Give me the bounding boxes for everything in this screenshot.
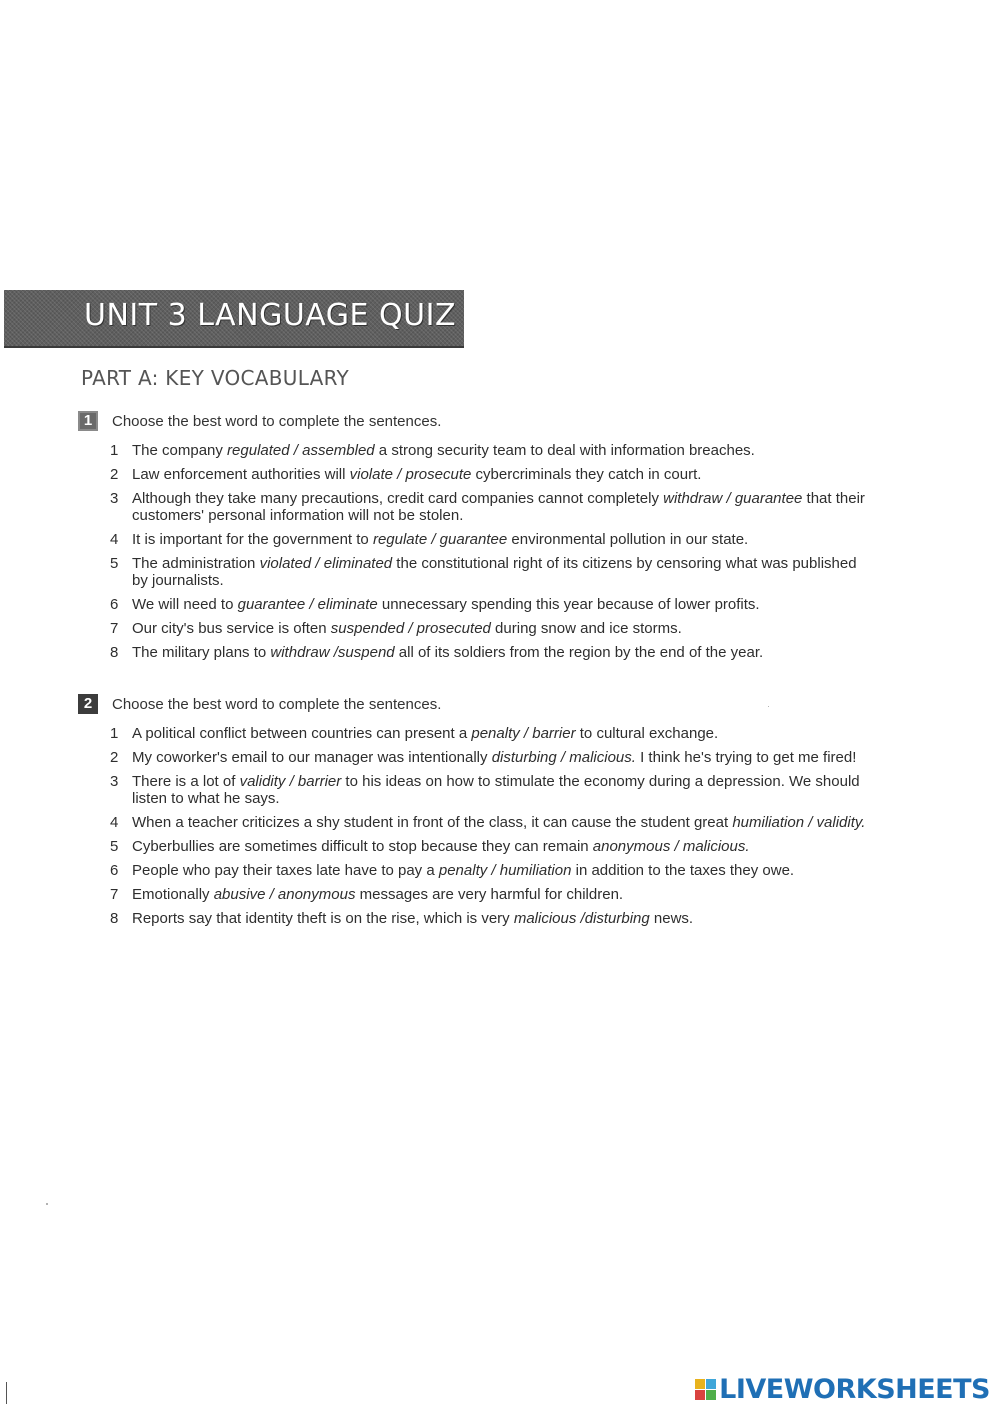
text-after: to cultural exchange.	[575, 725, 719, 742]
exercise-instruction: Choose the best word to complete the sentences.	[112, 695, 442, 713]
item-number: 6	[110, 862, 119, 879]
watermark-text: LIVEWORKSHEETS	[719, 1373, 990, 1405]
word-choice[interactable]: guarantee / eliminate	[237, 596, 378, 613]
item-number: 3	[110, 773, 119, 790]
sentence-item	[78, 814, 898, 831]
exercise-number-badge: 2	[78, 694, 98, 714]
word-choice[interactable]: withdraw / guarantee	[663, 490, 803, 507]
text-after: all of its soldiers from the region by the end of the year.	[394, 644, 764, 661]
logo-square	[695, 1379, 705, 1389]
sentence-item	[78, 490, 898, 524]
item-number: 1	[110, 442, 119, 459]
word-choice[interactable]: penalty / humiliation	[438, 862, 572, 879]
text-before: When a teacher criticizes a shy student in front of the class, it can cause the student great	[132, 814, 733, 831]
word-choice[interactable]: withdraw /suspend	[270, 644, 395, 661]
text-before: A political conflict between countries can present a	[132, 725, 472, 742]
text-after: during snow and ice storms.	[490, 620, 682, 637]
item-number: 7	[110, 886, 119, 903]
exercise-header	[78, 693, 898, 715]
text-before: Reports say that identity theft is on the rise, which is very	[132, 910, 514, 927]
item-number: 4	[110, 531, 119, 548]
text-before: The administration	[132, 555, 260, 572]
text-after: the constitutional right of its citizens by censoring what was published by journalists.	[132, 555, 857, 589]
sentence-item	[78, 442, 898, 459]
exercise-instruction: Choose the best word to complete the sentences.	[112, 412, 442, 430]
text-before: Law enforcement authorities will	[132, 466, 350, 483]
page-title: UNIT 3 LANGUAGE QUIZ	[84, 298, 457, 333]
word-choice[interactable]: humiliation / validity.	[732, 814, 866, 831]
liveworksheets-watermark	[695, 1374, 990, 1404]
item-text	[132, 862, 872, 879]
item-text	[132, 596, 872, 613]
sentence-list	[78, 725, 898, 927]
text-before: There is a lot of	[132, 773, 240, 790]
item-text	[132, 814, 872, 831]
text-before: Although they take many precautions, credit card companies cannot completely	[132, 490, 664, 507]
item-text	[132, 555, 872, 589]
sentence-item	[78, 725, 898, 742]
exercise-header	[78, 410, 898, 432]
text-before: The military plans to	[132, 644, 271, 661]
text-after: environmental pollution in our state.	[507, 531, 749, 548]
text-before: Cyberbullies are sometimes difficult to stop because they can remain	[132, 838, 593, 855]
item-number: 8	[110, 910, 119, 927]
word-choice[interactable]: penalty / barrier	[471, 725, 576, 742]
item-number: 5	[110, 555, 119, 572]
item-number: 5	[110, 838, 119, 855]
sentence-item	[78, 466, 898, 483]
item-number: 4	[110, 814, 119, 831]
sentence-item	[78, 596, 898, 613]
sentence-item	[78, 910, 898, 927]
sentence-item	[78, 555, 898, 589]
text-before: It is important for the government to	[132, 531, 373, 548]
sentence-list	[78, 442, 898, 661]
item-number: 6	[110, 596, 119, 613]
scan-speck	[46, 1203, 48, 1205]
item-text	[132, 466, 872, 483]
logo-square	[695, 1390, 705, 1400]
text-after: to his ideas on how to stimulate the economy during a depression. We should listen to what he says.	[132, 773, 860, 807]
word-choice[interactable]: validity / barrier	[239, 773, 342, 790]
item-number: 3	[110, 490, 119, 507]
sentence-item	[78, 862, 898, 879]
text-before: My coworker's email to our manager was intentionally	[132, 749, 492, 766]
word-choice[interactable]: disturbing / malicious.	[491, 749, 636, 766]
item-text	[132, 490, 872, 524]
item-text	[132, 442, 872, 459]
word-choice[interactable]: violated / eliminated	[259, 555, 393, 572]
word-choice[interactable]: regulated / assembled	[227, 442, 375, 459]
word-choice[interactable]: abusive / anonymous	[213, 886, 356, 903]
text-after: a strong security team to deal with information breaches.	[374, 442, 755, 459]
item-number: 2	[110, 749, 119, 766]
text-after: in addition to the taxes they owe.	[571, 862, 795, 879]
text-after: unnecessary spending this year because of lower profits.	[377, 596, 760, 613]
item-text	[132, 773, 872, 807]
exercise-2	[78, 693, 898, 934]
scan-edge-mark	[6, 1382, 7, 1404]
word-choice[interactable]: violate / prosecute	[349, 466, 472, 483]
logo-square	[706, 1379, 716, 1389]
item-text	[132, 749, 872, 766]
text-before: Emotionally	[132, 886, 214, 903]
text-after: cybercriminals they catch in court.	[471, 466, 702, 483]
logo-square	[706, 1390, 716, 1400]
item-number: 7	[110, 620, 119, 637]
sentence-item	[78, 838, 898, 855]
item-text	[132, 838, 872, 855]
text-before: Our city's bus service is often	[132, 620, 331, 637]
item-number: 8	[110, 644, 119, 661]
word-choice[interactable]: anonymous / malicious.	[592, 838, 750, 855]
text-after: that their customers' personal information will not be stolen.	[132, 490, 865, 524]
sentence-item	[78, 749, 898, 766]
item-text	[132, 620, 872, 637]
item-text	[132, 644, 872, 661]
word-choice[interactable]: suspended / prosecuted	[330, 620, 491, 637]
scan-speck	[768, 706, 769, 707]
item-number: 1	[110, 725, 119, 742]
word-choice[interactable]: malicious /disturbing	[513, 910, 650, 927]
sentence-item	[78, 886, 898, 903]
word-choice[interactable]: regulate / guarantee	[372, 531, 508, 548]
item-number: 2	[110, 466, 119, 483]
item-text	[132, 910, 872, 927]
title-banner	[4, 290, 464, 348]
sentence-item	[78, 773, 898, 807]
text-after: messages are very harmful for children.	[355, 886, 624, 903]
item-text	[132, 725, 872, 742]
text-before: We will need to	[132, 596, 238, 613]
item-text	[132, 531, 872, 548]
sentence-item	[78, 620, 898, 637]
sentence-item	[78, 644, 898, 661]
item-text	[132, 886, 872, 903]
exercise-1	[78, 410, 898, 668]
liveworksheets-logo-icon	[695, 1379, 716, 1400]
sentence-item	[78, 531, 898, 548]
section-title: PART A: KEY VOCABULARY	[81, 366, 350, 390]
exercise-number-badge: 1	[78, 411, 98, 431]
text-after: I think he's trying to get me fired!	[635, 749, 857, 766]
text-after: news.	[649, 910, 694, 927]
text-before: People who pay their taxes late have to pay a	[132, 862, 439, 879]
text-before: The company	[132, 442, 228, 459]
